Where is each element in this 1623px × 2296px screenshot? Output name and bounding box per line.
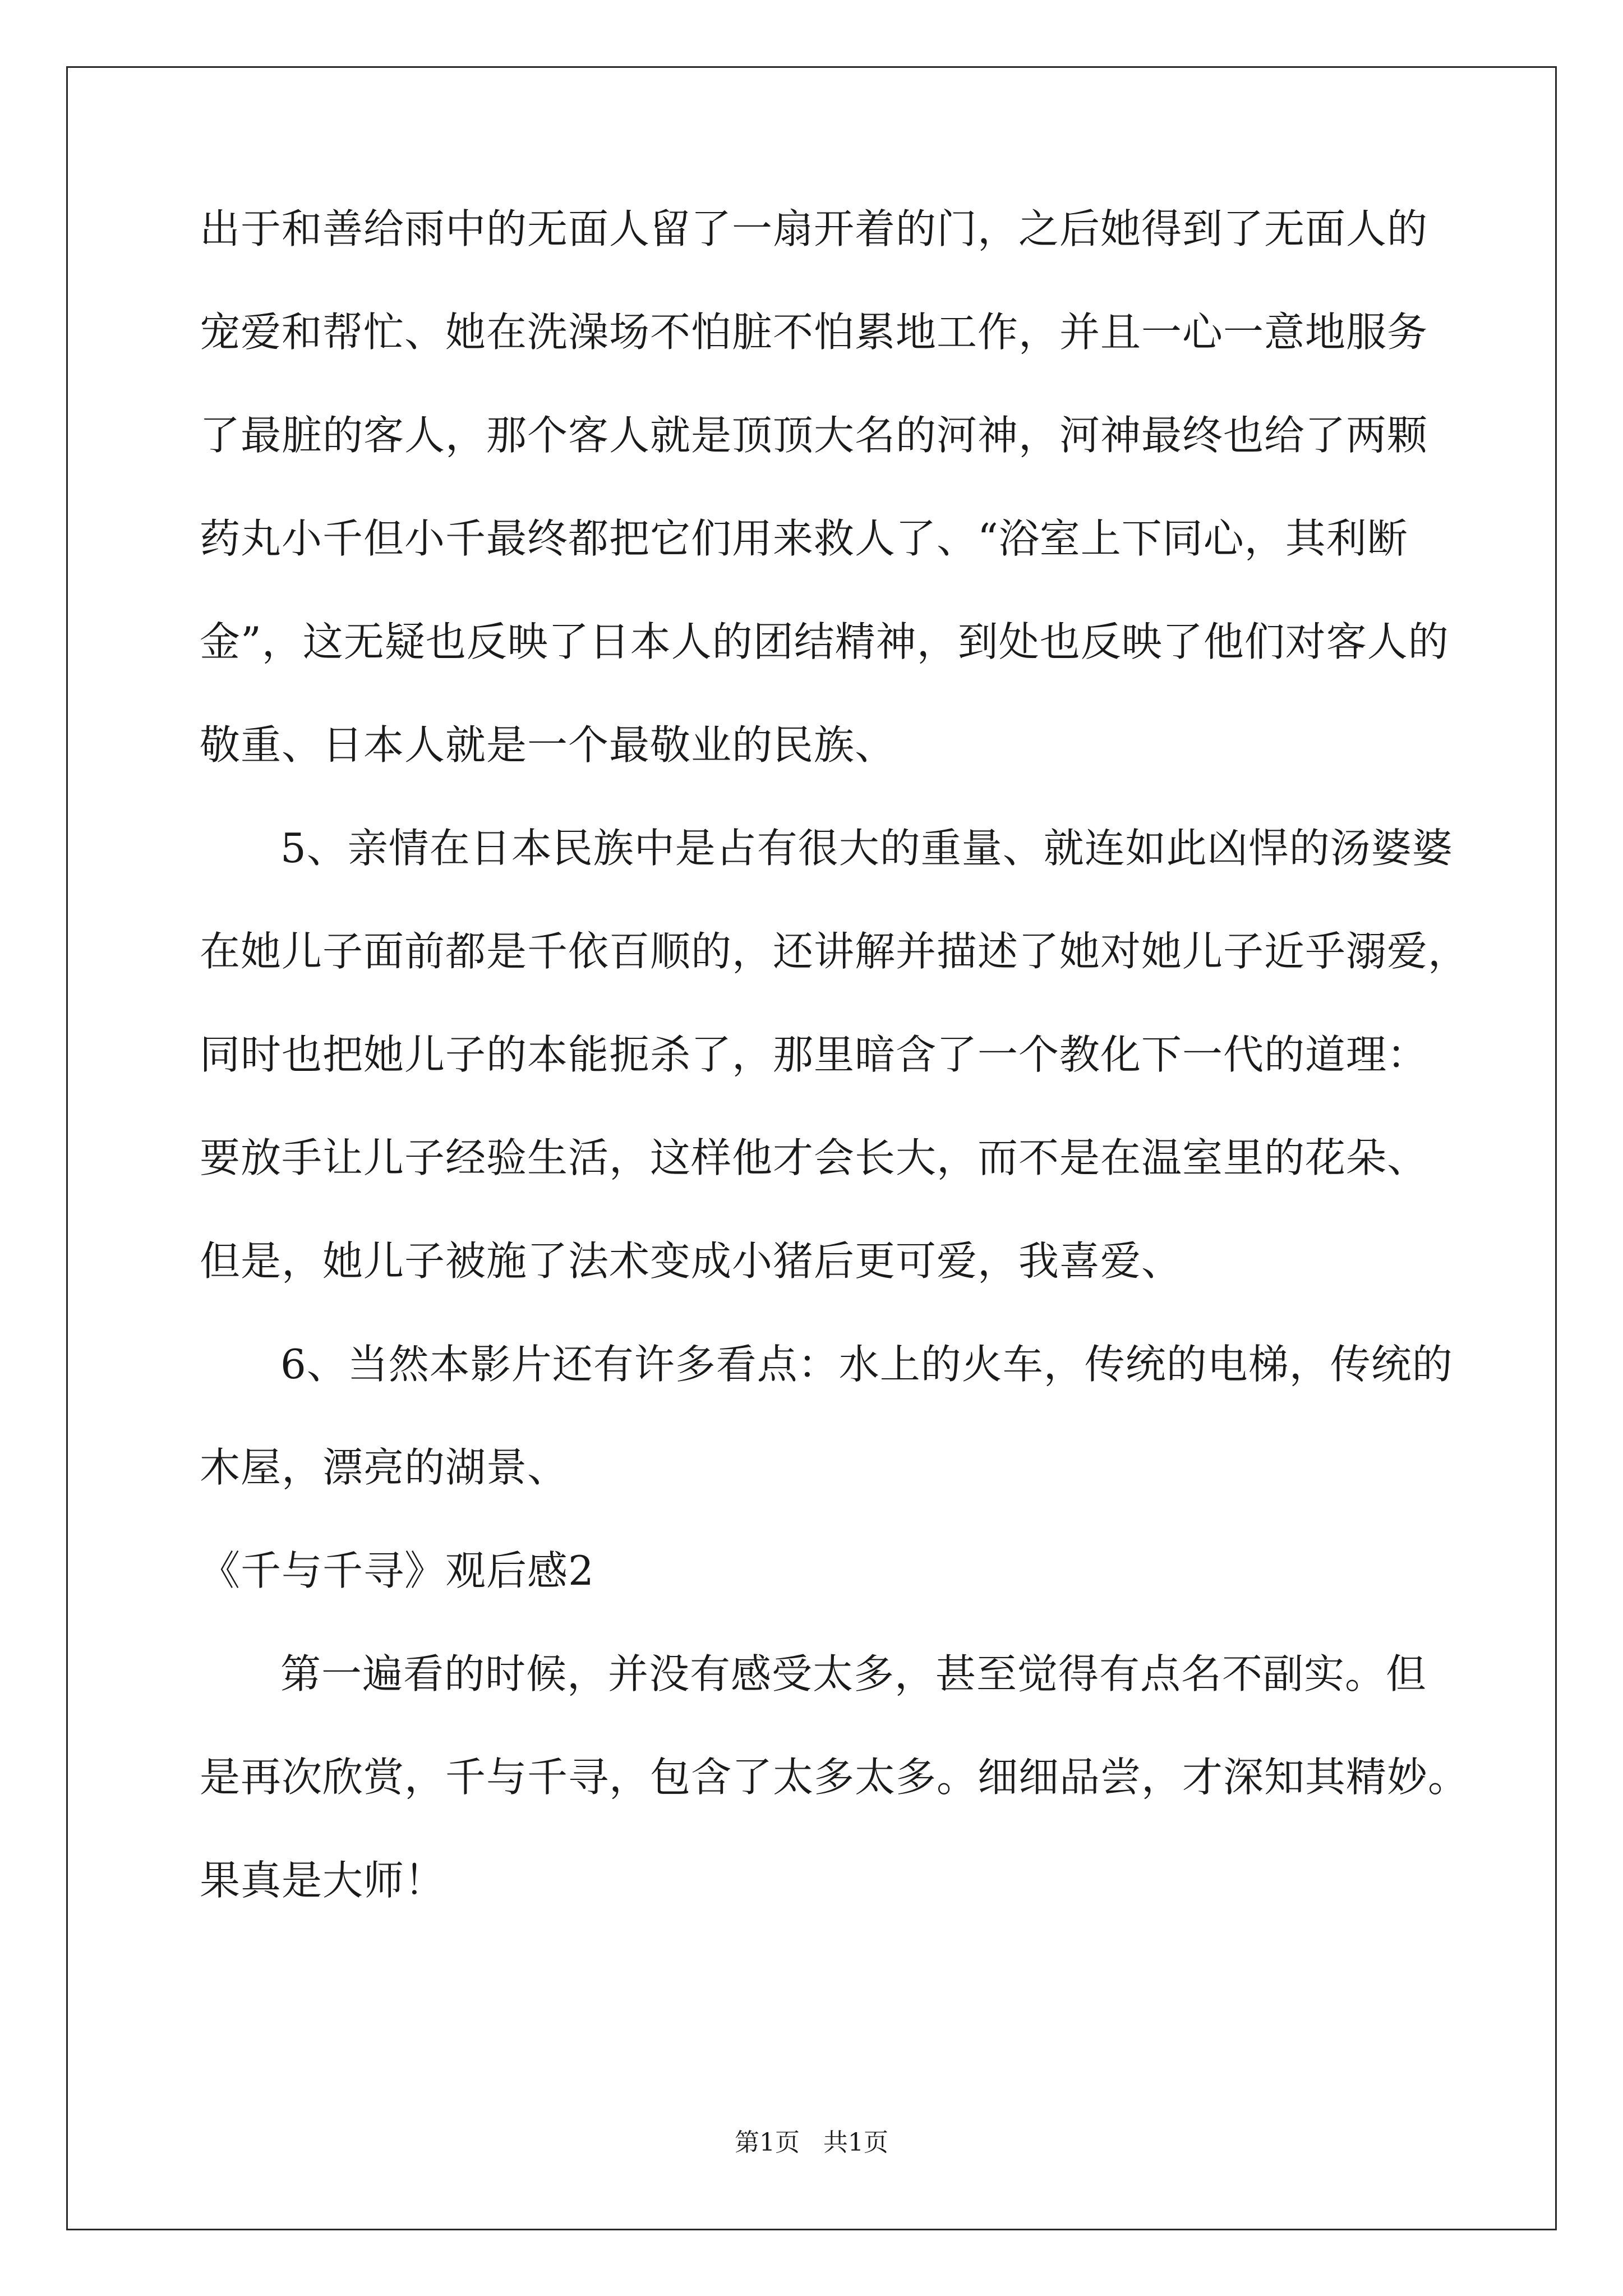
paragraph-line-first: 5、亲情在日本民族中是占有很大的重量、就连如此凶悍的汤婆婆 [280, 825, 1453, 872]
paragraph-line: 同时也把她儿子的本能扼杀了，那里暗含了一个教化下一代的道理： [200, 1031, 1428, 1078]
paragraph-line: 但是，她儿子被施了法术变成小猪后更可爱，我喜爱、 [200, 1237, 1183, 1285]
section-heading: 《千与千寻》观后感2 [200, 1547, 594, 1594]
paragraph-line: 药丸小千但小千最终都把它们用来救人了、“浴室上下同心，其利断 [200, 515, 1408, 562]
page-footer: 第1页 共1页 [735, 2128, 888, 2157]
paragraph-line: 了最脏的客人，那个客人就是顶顶大名的河神，河神最终也给了两颗 [200, 412, 1428, 459]
paragraph-line: 是再次欣赏，千与千寻，包含了太多太多。细细品尝，才深知其精妙。 [200, 1754, 1469, 1801]
paragraph-line: 木屋，漂亮的湖景、 [200, 1444, 569, 1491]
paragraph-line-first: 第一遍看的时候，并没有感受太多，甚至觉得有点名不副实。但 [280, 1650, 1427, 1697]
paragraph-line: 宠爱和帮忙、她在洗澡场不怕脏不怕累地工作，并且一心一意地服务 [200, 309, 1428, 356]
paragraph-line: 在她儿子面前都是千依百顺的，还讲解并描述了她对她儿子近乎溺爱， [200, 928, 1469, 975]
paragraph-line: 出于和善给雨中的无面人留了一扇开着的门，之后她得到了无面人的 [200, 205, 1428, 252]
paragraph-line: 要放手让儿子经验生活，这样他才会长大，而不是在温室里的花朵、 [200, 1134, 1428, 1181]
paragraph-line: 敬重、日本人就是一个最敬业的民族、 [200, 721, 896, 769]
paragraph-line: 果真是大师！ [200, 1857, 446, 1904]
paragraph-line-first: 6、当然本影片还有许多看点：水上的火车，传统的电梯，传统的 [280, 1341, 1453, 1388]
paragraph-line: 金”，这无疑也反映了日本人的团结精神，到处也反映了他们对客人的 [200, 618, 1449, 665]
